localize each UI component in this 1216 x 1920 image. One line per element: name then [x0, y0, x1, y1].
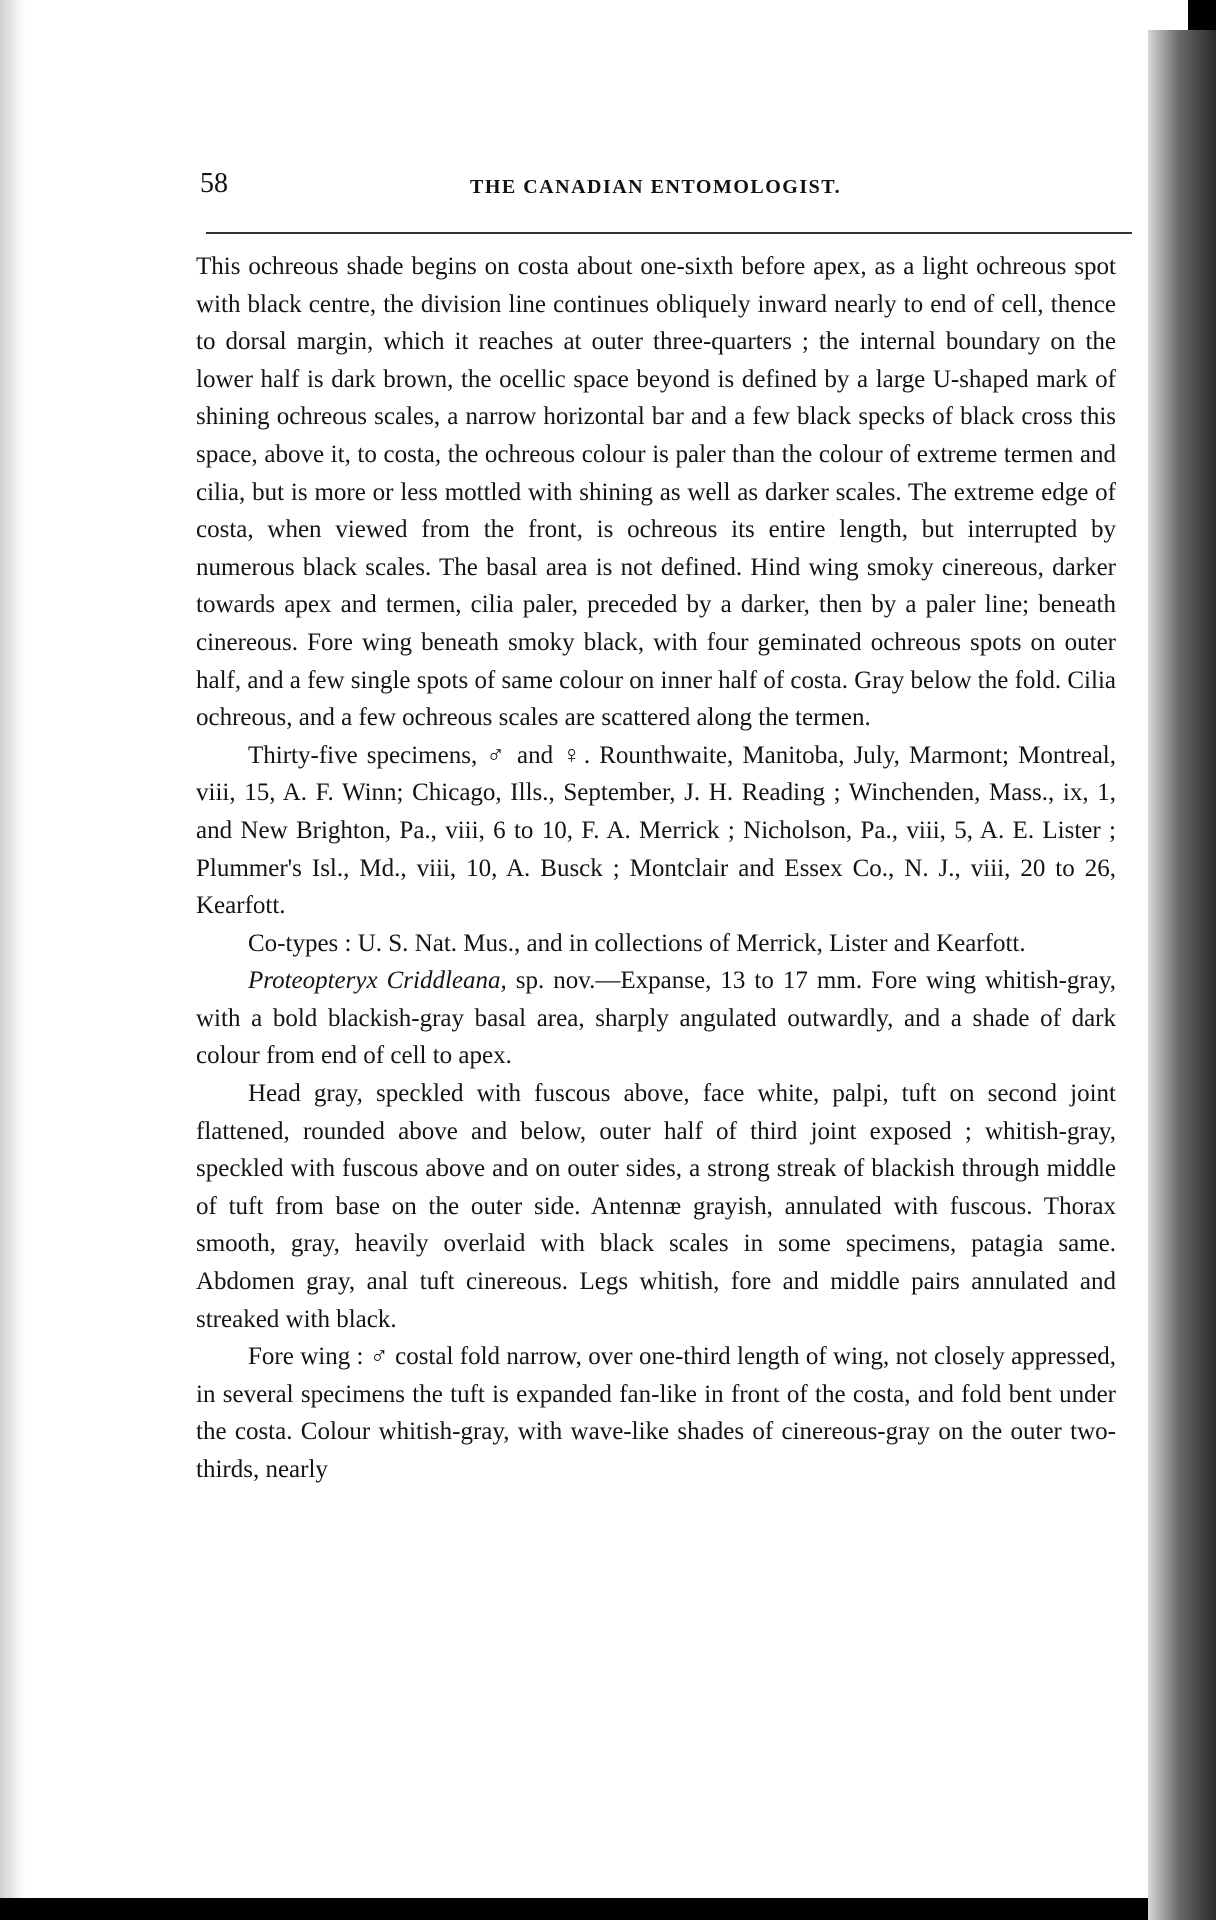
- paragraph-description-continued: This ochreous shade begins on costa about one-sixth before apex, as a light ochreous spot with black centre, the division line continues obliquely inward nearly to end of cell, thence to dorsal margin, which it reaches at outer three-quarters ; the internal boundary on the lower half is dark brown, the ocellic space beyond is defined by a large U-shaped mark of shining ochreous scales, a narrow horizontal bar and a few black specks of black cross this space, above it, to costa, the ochreous colour is paler than the colour of extreme termen and cilia, but is more or less mottled with shining as well as darker scales. The extreme edge of costa, when viewed from the front, is ochreous its entire length, but interrupted by numerous black scales. The basal area is not defined. Hind wing smoky cinereous, darker towards apex and termen, cilia paler, preceded by a darker, then by a paler line; beneath cinereous. Fore wing beneath smoky black, with four geminated ochreous spots on outer half, and a few single spots of same colour on inner half of costa. Gray below the fold. Cilia ochreous, and a few ochreous scales are scattered along the termen.: [196, 253, 1116, 732]
- species-name: Proteopteryx Criddleana,: [248, 967, 507, 995]
- paragraph-head-description: Head gray, speckled with fuscous above, face white, palpi, tuft on second joint flattened, rounded above and below, outer half of third joint exposed ; whitish-gray, speckled with fuscous above and on outer sides, a strong streak of blackish through middle of tuft from base on the outer side. Antennæ grayish, annulated with fuscous. Thorax smooth, gray, heavily overlaid with black scales in some specimens, patagia same. Abdomen gray, anal tuft cinereous. Legs whitish, fore and middle pairs annulated and streaked with black.: [196, 1080, 1116, 1333]
- paragraph-co-types: Co-types : U. S. Nat. Mus., and in collections of Merrick, Lister and Kearfott.: [248, 929, 1026, 957]
- running-head: THE CANADIAN ENTOMOLOGIST.: [470, 176, 842, 198]
- header-rule: [206, 232, 1132, 234]
- page-number: 58: [200, 168, 228, 199]
- paragraph-fore-wing: Fore wing : ♂ costal fold narrow, over one-third length of wing, not closely appressed, in several specimens the tuft is expanded fan-like in front of the costa, and fold bent under the costa. Colour whitish-gray, with wave-like shades of cinereous-gray on the outer two-thirds, nearly: [196, 1343, 1116, 1483]
- species-diagnosis: sp. nov.—Expanse, 13 to 17 mm. Fore wing whitish-gray, with a bold blackish-gray basal area, sharply angulated outwardly, and a shade of dark colour from end of cell to apex.: [196, 967, 1116, 1070]
- page-gutter-shadow: [0, 0, 26, 1898]
- page-header: [200, 168, 1140, 208]
- paragraph-specimens: Thirty-five specimens, ♂ and ♀. Rounthwaite, Manitoba, July, Marmont; Montreal, viii, 15, A. F. Winn; Chicago, Ills., September, J. H. Reading ; Winchenden, Mass., ix, 1, and New Brighton, Pa., viii, 6 to 10, F. A. Merrick ; Nicholson, Pa., viii, 5, A. E. Lister ; Plummer's Isl., Md., viii, 10, A. Busck ; Montclair and Essex Co., N. J., viii, 20 to 26, Kearfott.: [196, 741, 1116, 920]
- paragraph-species-heading: [196, 962, 1116, 1075]
- body-text: [196, 248, 1116, 1489]
- book-spine: [1148, 30, 1216, 1920]
